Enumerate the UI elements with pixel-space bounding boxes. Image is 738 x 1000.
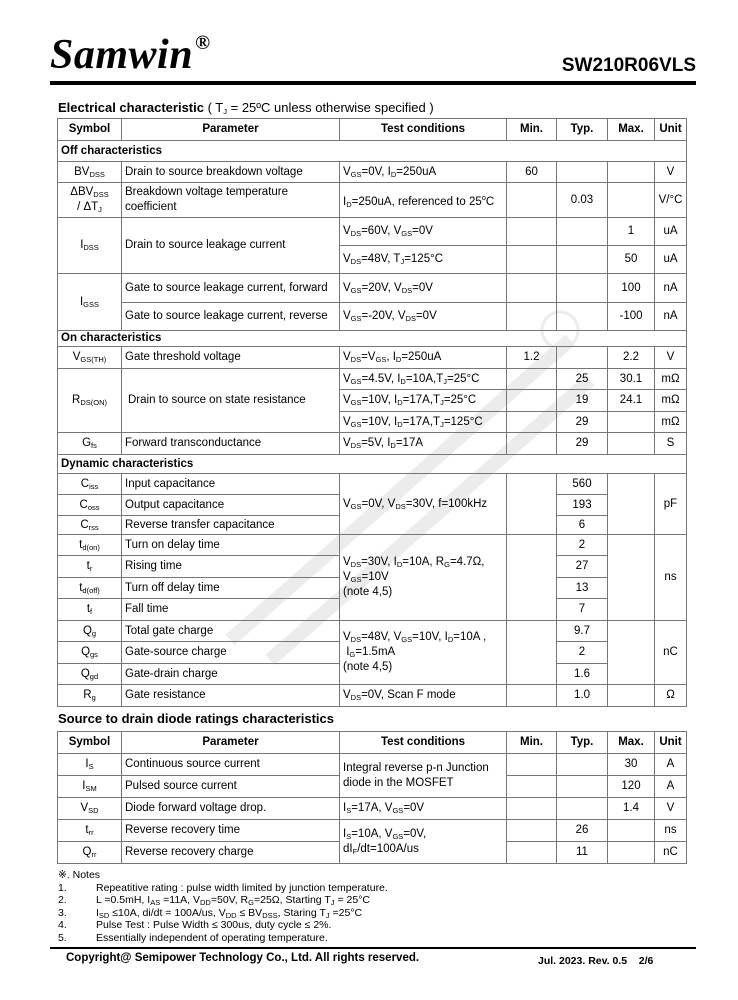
unit-cell: nA (655, 274, 687, 303)
unit-cell: pF (655, 474, 687, 535)
typ-cell (557, 246, 608, 274)
notes (58, 869, 388, 944)
unit-cell: uA (655, 218, 687, 246)
symbol-cell: $I_{GSS}$ (58, 274, 122, 331)
unit-cell: Ω (655, 685, 687, 707)
col-unit: Unit (655, 119, 687, 141)
condition-cell: $I_D=250uA$, referenced to 25$^o$C (340, 183, 507, 218)
typ-cell: 1.0 (557, 685, 608, 707)
min-cell (507, 535, 557, 621)
symbol-cell: $Q_{gd}$ (58, 664, 122, 685)
max-cell (608, 621, 655, 685)
max-cell (608, 412, 655, 433)
parameter-cell: Output capacitance (122, 495, 340, 516)
symbol-cell: $I_{SM}$ (58, 776, 122, 798)
parameter-cell: Gate-source charge (122, 642, 340, 664)
unit-cell: mΩ (655, 390, 687, 412)
col-max: Max. (608, 119, 655, 141)
condition-cell: $V_{DS}=V_{GS}$, $I_D=250uA$ (340, 347, 507, 369)
parameter-cell: Reverse recovery time (122, 820, 340, 842)
col-symbol: Symbol (58, 732, 122, 754)
table-row (58, 798, 687, 820)
parameter-cell: Reverse transfer capacitance (122, 516, 340, 535)
table-row (58, 474, 687, 495)
typ-cell: 26 (557, 820, 608, 842)
symbol-cell: $\Delta BV_{DSS}$ / $\Delta T_J$ (58, 183, 122, 218)
typ-cell: 2 (557, 642, 608, 664)
electrical-section-title: Electrical characteristic ( $T_J$ = 25ºC unless otherwise specified ) (58, 100, 434, 116)
table-header-row (58, 119, 687, 141)
typ-cell (557, 274, 608, 303)
symbol-cell: $C_{iss}$ (58, 474, 122, 495)
table-row (58, 369, 687, 390)
min-cell (507, 798, 557, 820)
col-symbol: Symbol (58, 119, 122, 141)
min-cell (507, 621, 557, 685)
parameter-cell: Input capacitance (122, 474, 340, 495)
min-cell (507, 685, 557, 707)
unit-cell: ns (655, 535, 687, 621)
symbol-cell: $Q_g$ (58, 621, 122, 642)
note-item: 3. $I_{SD} \le 10A$, di/dt = 100A/us, $V_{DD} \le BV_{DSS}$, Staring $T_J =25^\circ C$ (58, 906, 363, 920)
parameter-cell: Drain to source on state resistance (122, 369, 340, 433)
symbol-cell: $BV_{DSS}$ (58, 162, 122, 183)
min-cell (507, 369, 557, 390)
symbol-cell: $C_{oss}$ (58, 495, 122, 516)
condition-cell: $V_{GS}=20V$, $V_{DS}=0V$ (340, 274, 507, 303)
parameter-cell: Drain to source breakdown voltage (122, 162, 340, 183)
unit-cell: S (655, 433, 687, 455)
parameter-cell: Gate-drain charge (122, 664, 340, 685)
typ-cell (557, 162, 608, 183)
max-cell: 30.1 (608, 369, 655, 390)
max-cell: 30 (608, 754, 655, 776)
category-row: On characteristics (58, 331, 687, 347)
typ-cell: 19 (557, 390, 608, 412)
col-typ: Typ. (557, 119, 608, 141)
parameter-cell: Diode forward voltage drop. (122, 798, 340, 820)
max-cell (608, 685, 655, 707)
min-cell (507, 390, 557, 412)
electrical-table (57, 118, 687, 707)
min-cell: 1.2 (507, 347, 557, 369)
footer-rule (50, 947, 696, 949)
col-max: Max. (608, 732, 655, 754)
symbol-cell: $G_{fs}$ (58, 433, 122, 455)
max-cell: 50 (608, 246, 655, 274)
typ-cell: 27 (557, 556, 608, 578)
typ-cell (557, 218, 608, 246)
col-min: Min. (507, 119, 557, 141)
condition-cell: $V_{GS}=4.5V$, $I_D=10A,T_J=25^\circ C$ (340, 369, 507, 390)
col-parameter: Parameter (122, 732, 340, 754)
copyright: Copyright@ Semipower Technology Co., Ltd. All rights reserved. (66, 952, 420, 964)
min-cell (507, 412, 557, 433)
typ-cell: 2 (557, 535, 608, 556)
unit-cell: V (655, 798, 687, 820)
condition-cell: $V_{DS}=48V$, $T_J=125^\circ C$ (340, 246, 507, 274)
min-cell (507, 274, 557, 303)
typ-cell (557, 347, 608, 369)
diode-table (57, 731, 687, 864)
symbol-cell: $R_g$ (58, 685, 122, 707)
typ-cell (557, 754, 608, 776)
max-cell (608, 433, 655, 455)
condition-cell: $V_{GS}=10V$, $I_D=17A,T_J=25^\circ C$ (340, 390, 507, 412)
col-typ: Typ. (557, 732, 608, 754)
typ-cell (557, 303, 608, 331)
table-row (58, 820, 687, 842)
unit-cell: A (655, 754, 687, 776)
parameter-cell: Drain to source leakage current (122, 218, 340, 274)
table-row (58, 754, 687, 776)
typ-cell: 11 (557, 842, 608, 864)
max-cell (608, 183, 655, 218)
typ-cell: 25 (557, 369, 608, 390)
unit-cell: V/°C (655, 183, 687, 218)
max-cell (608, 474, 655, 535)
col-test-conditions: Test conditions (340, 119, 507, 141)
symbol-cell: $t_{d(on)}$ (58, 535, 122, 556)
min-cell (507, 474, 557, 535)
parameter-cell: Pulsed source current (122, 776, 340, 798)
min-cell (507, 183, 557, 218)
unit-cell: mΩ (655, 412, 687, 433)
symbol-cell: $Q_{rr}$ (58, 842, 122, 864)
unit-cell: nA (655, 303, 687, 331)
condition-cell: $V_{GS}=10V$, $I_D=17A,T_J=125^\circ C$ (340, 412, 507, 433)
min-cell (507, 433, 557, 455)
max-cell: 120 (608, 776, 655, 798)
symbol-cell: $t_f$ (58, 599, 122, 621)
parameter-cell: Gate resistance (122, 685, 340, 707)
symbol-cell: $t_{rr}$ (58, 820, 122, 842)
symbol-cell: $C_{rss}$ (58, 516, 122, 535)
table-row (58, 183, 687, 218)
table-row (58, 162, 687, 183)
table-row (58, 535, 687, 556)
typ-cell: 29 (557, 433, 608, 455)
symbol-cell: $V_{SD}$ (58, 798, 122, 820)
table-row (58, 433, 687, 455)
note-item: 5. Essentially independent of operating temperature. (58, 931, 328, 944)
category-row: Dynamic characteristics (58, 455, 687, 474)
typ-cell: 7 (557, 599, 608, 621)
note-item: 4. Pulse Test : Pulse Width ≤ 300us, duty cycle ≤ 2%. (58, 919, 332, 931)
min-cell (507, 754, 557, 776)
max-cell: 24.1 (608, 390, 655, 412)
min-cell (507, 218, 557, 246)
page-number: 2/6 (638, 955, 654, 967)
header-rule (50, 81, 696, 85)
parameter-cell: Gate threshold voltage (122, 347, 340, 369)
parameter-cell: Forward transconductance (122, 433, 340, 455)
max-cell: 100 (608, 274, 655, 303)
min-cell (507, 842, 557, 864)
min-cell (507, 246, 557, 274)
typ-cell: 1.6 (557, 664, 608, 685)
table-row (58, 303, 687, 331)
max-cell: 1 (608, 218, 655, 246)
table-row (58, 218, 687, 246)
unit-cell: uA (655, 246, 687, 274)
min-cell (507, 303, 557, 331)
symbol-cell: $R_{DS(ON)}$ (58, 369, 122, 433)
typ-cell: 193 (557, 495, 608, 516)
parameter-cell: Turn on delay time (122, 535, 340, 556)
table-row (58, 274, 687, 303)
part-number: SW210R06VLS (561, 55, 696, 76)
unit-cell: ns (655, 820, 687, 842)
typ-cell: 29 (557, 412, 608, 433)
parameter-cell: Reverse recovery charge (122, 842, 340, 864)
brand-logo: Samwin ® (50, 32, 211, 78)
condition-cell: $V_{DS}=60V$, $V_{GS}=0V$ (340, 218, 507, 246)
unit-cell: V (655, 162, 687, 183)
condition-cell: $I_S=10A$, $V_{GS}=0V$, $dI_F/dt=100A/us$ (340, 820, 507, 864)
col-test-conditions: Test conditions (340, 732, 507, 754)
symbol-cell: $I_S$ (58, 754, 122, 776)
symbol-cell: $V_{GS(TH)}$ (58, 347, 122, 369)
condition-cell: $V_{DS}=30V$, $I_D=10A$, $R_G=4.7\Omega$, $V_{GS}=10V$ (note 4,5) (340, 535, 507, 621)
max-cell: 1.4 (608, 798, 655, 820)
typ-cell: 6 (557, 516, 608, 535)
notes-heading: ※. Notes (58, 869, 101, 881)
max-cell (608, 842, 655, 864)
typ-cell: 0.03 (557, 183, 608, 218)
condition-cell: $V_{GS}=0V$, $I_D=250uA$ (340, 162, 507, 183)
typ-cell: 13 (557, 578, 608, 599)
unit-cell: nC (655, 621, 687, 685)
symbol-cell: $Q_{gs}$ (58, 642, 122, 664)
parameter-cell: Continuous source current (122, 754, 340, 776)
max-cell (608, 535, 655, 621)
parameter-cell: Turn off delay time (122, 578, 340, 599)
condition-cell: $V_{DS}=48V$, $V_{GS}=10V$, $I_D=10A$ , $I_G=1.5mA$ (note 4,5) (340, 621, 507, 685)
table-row (58, 347, 687, 369)
max-cell: 2.2 (608, 347, 655, 369)
col-unit: Unit (655, 732, 687, 754)
parameter-cell: Fall time (122, 599, 340, 621)
parameter-cell: Breakdown voltage temperature coefficient (122, 183, 340, 218)
parameter-cell: Gate to source leakage current, reverse (122, 303, 340, 331)
symbol-cell: $I_{DSS}$ (58, 218, 122, 274)
condition-cell: $V_{GS}=-20V$, $V_{DS}=0V$ (340, 303, 507, 331)
revision-info: Jul. 2023. Rev. 0.5 2/6 (538, 955, 654, 967)
min-cell (507, 820, 557, 842)
max-cell (608, 162, 655, 183)
parameter-cell: Rising time (122, 556, 340, 578)
typ-cell: 9.7 (557, 621, 608, 642)
min-cell (507, 776, 557, 798)
col-min: Min. (507, 732, 557, 754)
condition-cell: Integral reverse p-n Junction diode in the MOSFET (340, 754, 507, 798)
min-cell: 60 (507, 162, 557, 183)
table-row (58, 685, 687, 707)
unit-cell: V (655, 347, 687, 369)
max-cell (608, 820, 655, 842)
table-row (58, 621, 687, 642)
col-parameter: Parameter (122, 119, 340, 141)
unit-cell: A (655, 776, 687, 798)
typ-cell: 560 (557, 474, 608, 495)
condition-cell: $I_S=17A$, $V_{GS}=0V$ (340, 798, 507, 820)
unit-cell: nC (655, 842, 687, 864)
symbol-cell: $t_r$ (58, 556, 122, 578)
diode-section-title: Source to drain diode ratings characteristics (58, 711, 334, 726)
parameter-cell: Total gate charge (122, 621, 340, 642)
condition-cell: $V_{GS}=0V$, $V_{DS}=30V$, f=100kHz (340, 474, 507, 535)
unit-cell: mΩ (655, 369, 687, 390)
typ-cell (557, 776, 608, 798)
condition-cell: $V_{DS}=5V$, $I_D=17A$ (340, 433, 507, 455)
table-header-row (58, 732, 687, 754)
category-row: Off characteristics (58, 141, 687, 162)
parameter-cell: Gate to source leakage current, forward (122, 274, 340, 303)
typ-cell (557, 798, 608, 820)
condition-cell: $V_{DS}=0V$, Scan F mode (340, 685, 507, 707)
note-item: 2. L =0.5mH, $I_{AS} =11A$, $V_{DD}=50V$, $R_G=25\Omega$, Starting $T_J = 25^\circ C$ (58, 894, 370, 907)
max-cell: -100 (608, 303, 655, 331)
note-item: 1. Repeatitive rating : pulse width limited by junction temperature. (58, 881, 388, 894)
symbol-cell: $t_{d(off)}$ (58, 578, 122, 599)
